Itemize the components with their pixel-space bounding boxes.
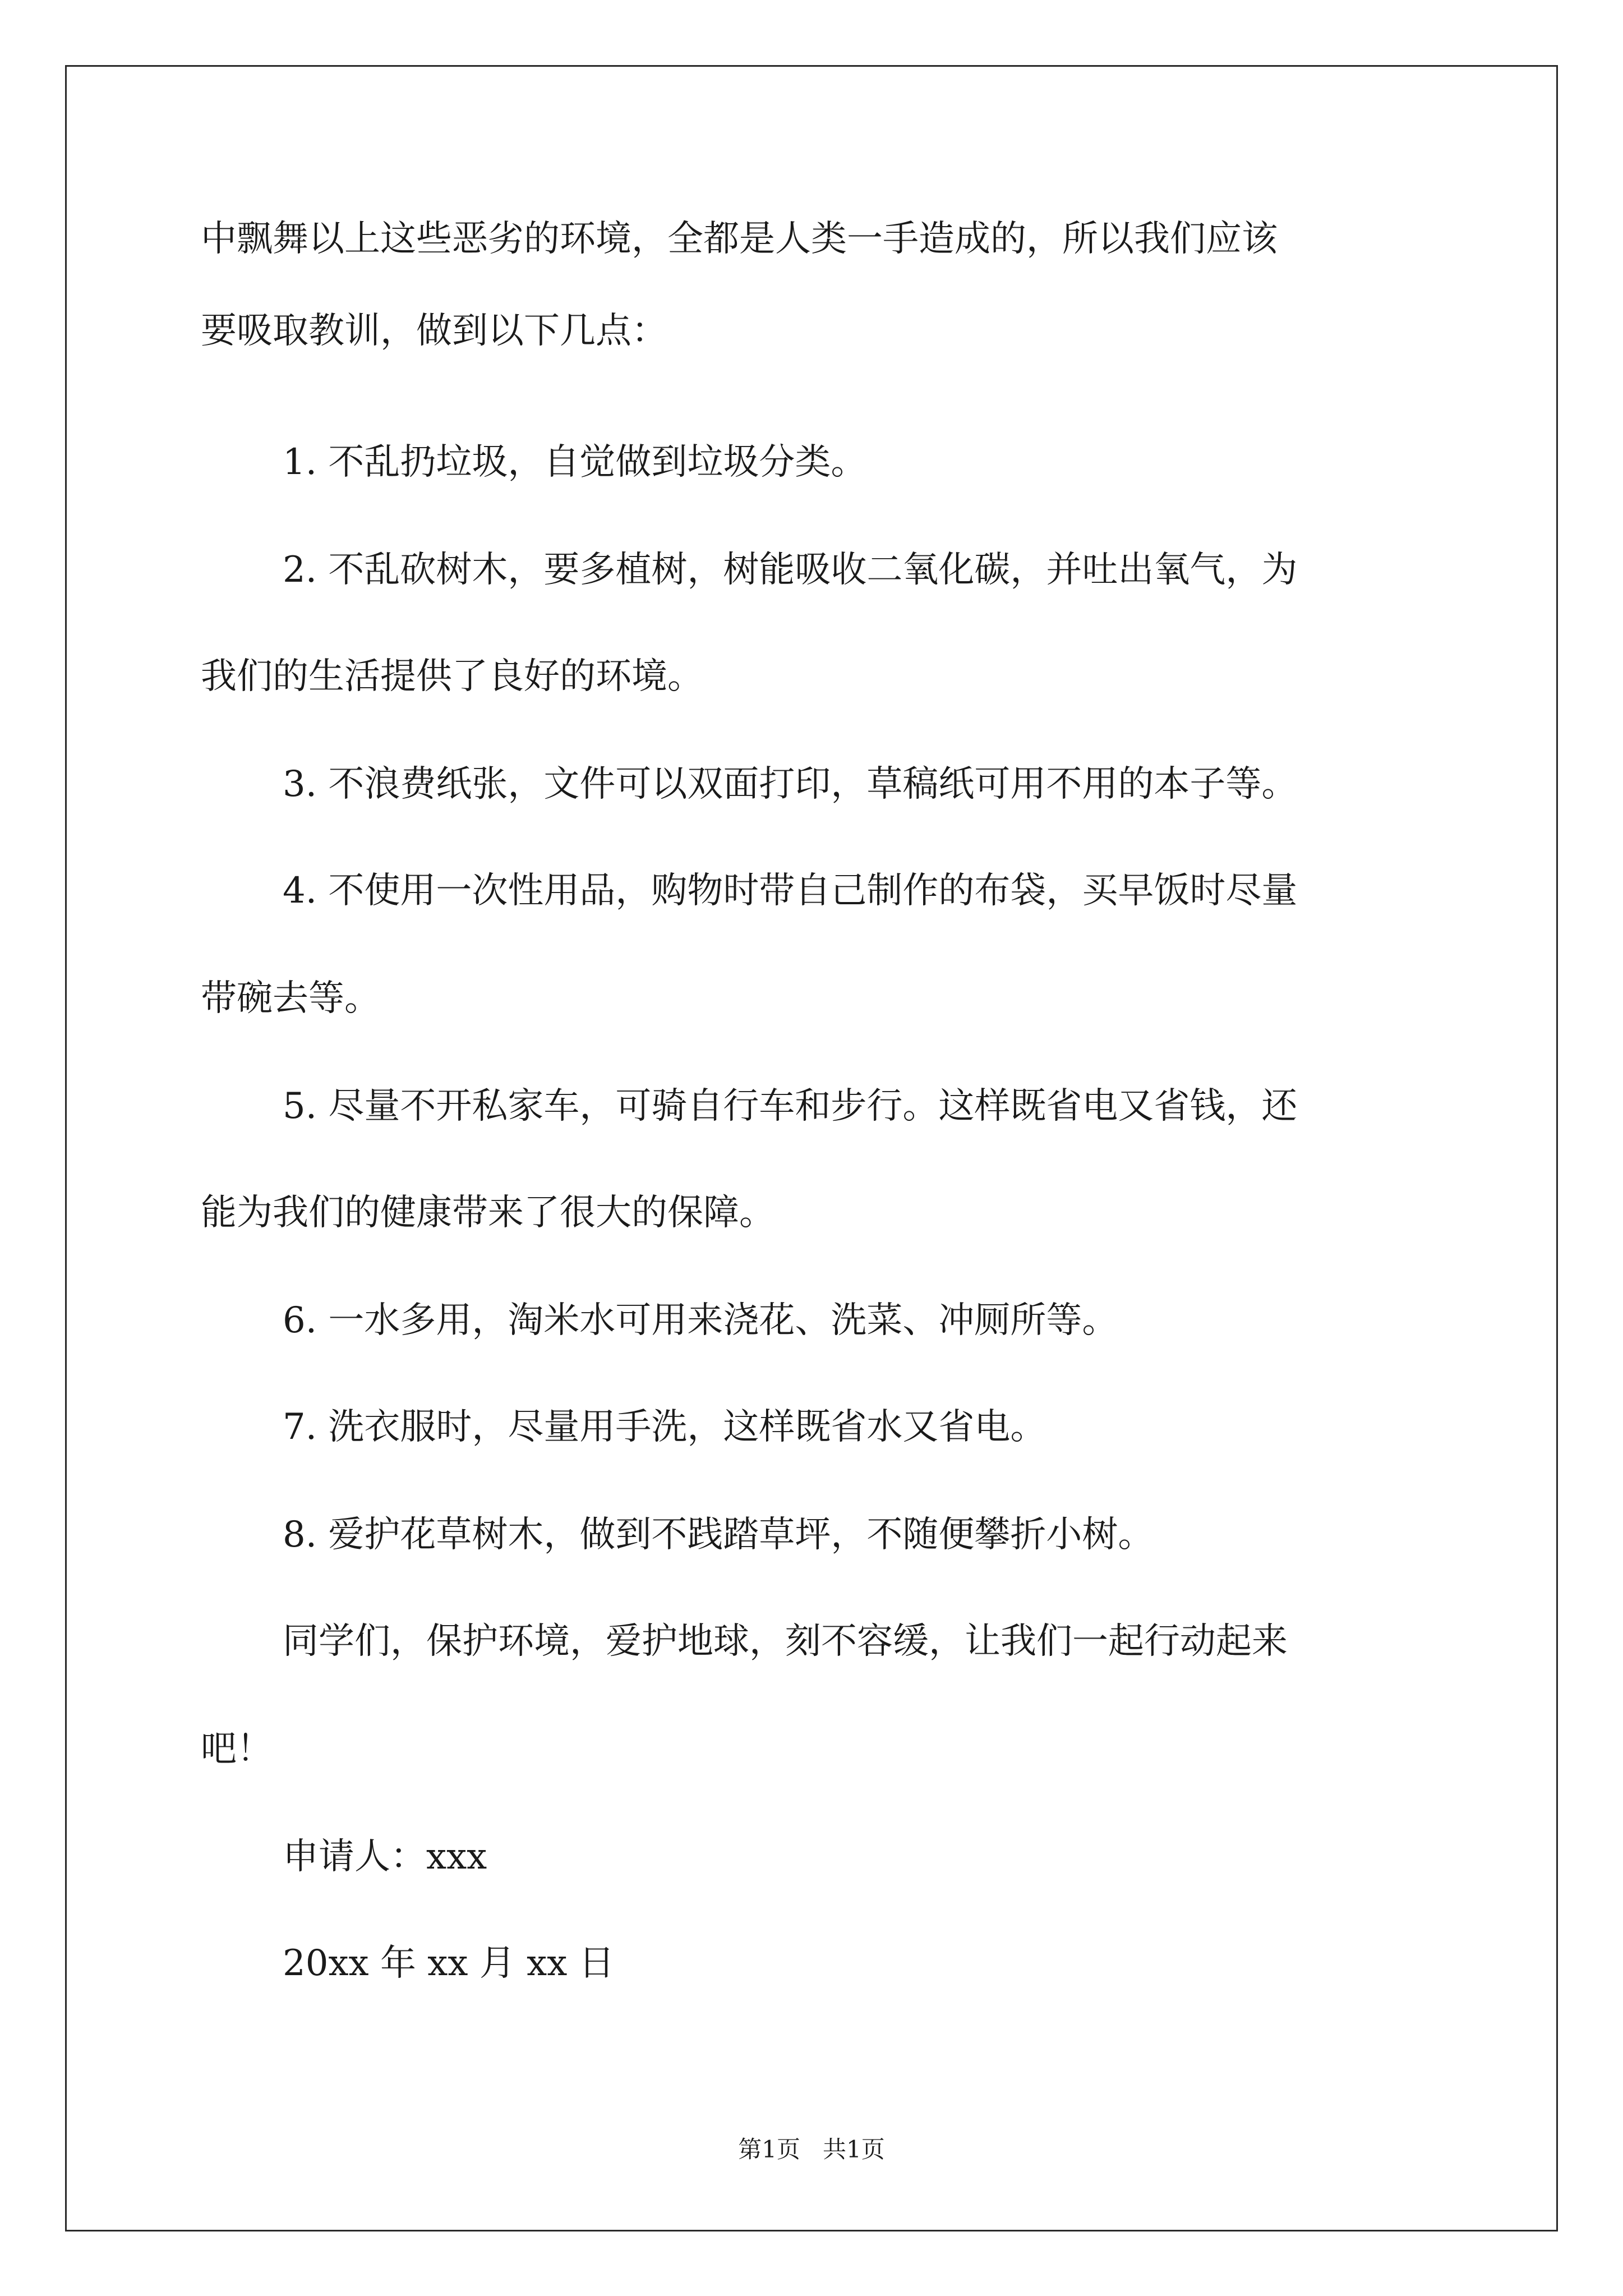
applicant-line: 申请人：xxx [283, 1836, 487, 1878]
list-item: 6. 一水多用，淘米水可用来浇花、洗菜、冲厕所等。 [283, 1300, 1118, 1341]
closing-paragraph: 同学们，保护环境，爱护地球，刻不容缓，让我们一起行动起来 [283, 1621, 1288, 1662]
text-line: 中飘舞以上这些恶劣的环境，全都是人类一手造成的，所以我们应该 [201, 218, 1278, 260]
list-item: 5. 尽量不开私家车，可骑自行车和步行。这样既省电又省钱，还 [283, 1085, 1298, 1127]
list-item: 2. 不乱砍树木，要多植树，树能吸收二氧化碳，并吐出氧气，为 [283, 549, 1298, 591]
text-line: 要吸取教训，做到以下几点： [201, 310, 667, 352]
text-line: 能为我们的健康带来了很大的保障。 [201, 1192, 775, 1234]
list-item: 3. 不浪费纸张，文件可以双面打印，草稿纸可用不用的本子等。 [283, 763, 1298, 805]
list-item: 4. 不使用一次性用品，购物时带自己制作的布袋，买早饭时尽量 [283, 870, 1298, 912]
list-item: 7. 洗衣服时，尽量用手洗，这样既省水又省电。 [283, 1406, 1046, 1448]
list-item: 8. 爱护花草树木，做到不践踏草坪，不随便攀折小树。 [283, 1514, 1154, 1556]
page-border [65, 65, 1558, 2231]
date-line: 20xx 年 xx 月 xx 日 [283, 1943, 615, 1984]
text-line: 吧！ [201, 1728, 273, 1770]
text-line: 我们的生活提供了良好的环境。 [201, 656, 703, 697]
page-number-footer: 第1页 共1页 [738, 2136, 885, 2163]
text-line: 带碗去等。 [201, 978, 380, 1019]
list-item: 1. 不乱扔垃圾，自觉做到垃圾分类。 [283, 441, 867, 483]
